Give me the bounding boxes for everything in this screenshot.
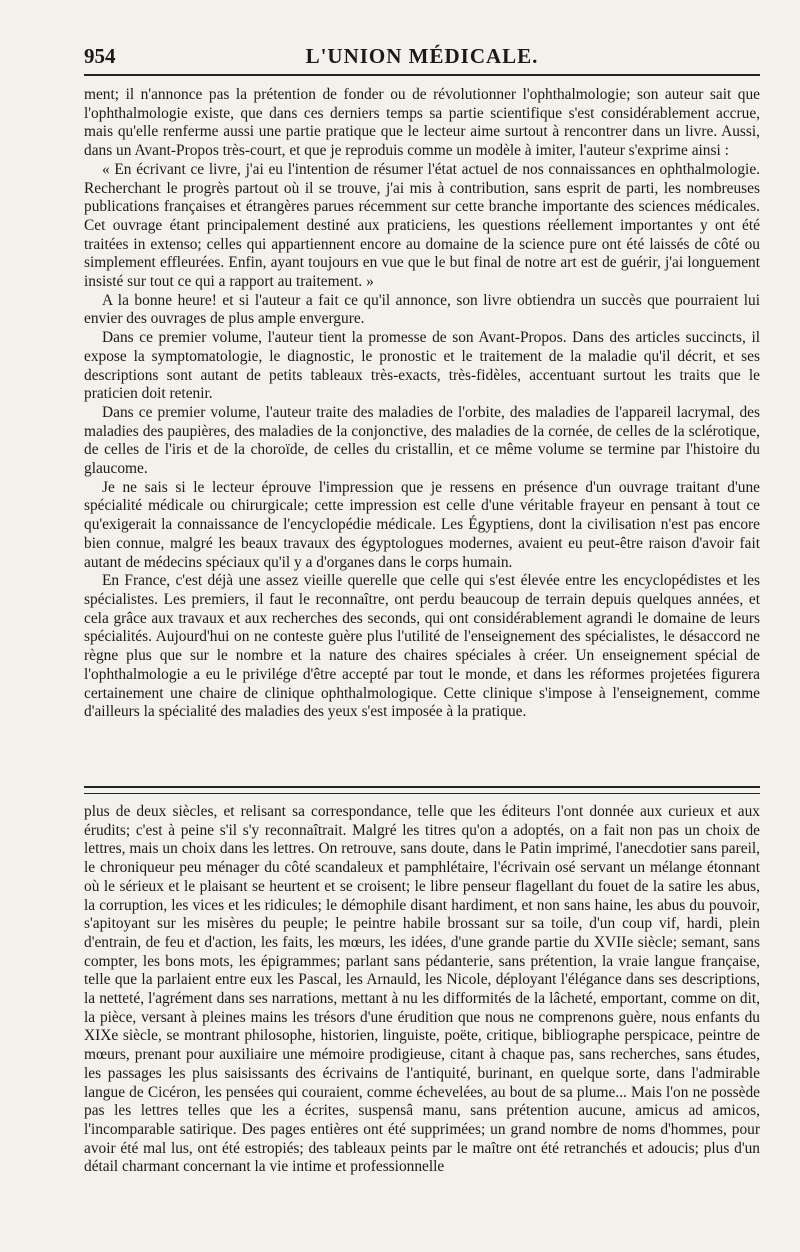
article-upper [84,86,760,722]
header-rule [84,74,760,76]
article-lower [84,803,760,1177]
section-divider [84,786,760,794]
page-number: 954 [84,44,116,68]
paragraph: Dans ce premier volume, l'auteur traite des maladies de l'orbite, des maladies de l'appareil lacrymal, des maladies des paupières, des maladies de la conjonctive, des maladies de la cornée, de celles de la sclérotique, de celles de l'iris et de la choroïde, de celles du cristallin, et ce même volume se termine par l'histoire du glaucome. [84,403,760,478]
journal-title: L'UNION MÉDICALE. [305,44,539,68]
paragraph: plus de deux siècles, et relisant sa correspondance, telle que les éditeurs l'ont donnée aux curieux et aux érudits; c'est à peine s'il s'y reconnaîtrait. Malgré les titres qu'on a adoptés, on a fait non pas un choix de lettres, mais un choix dans les lettres. On retrouve, sans doute, dans le Patin imprimé, l'anecdotier sans pareil, le chroniqueur peu ménager du côté scandaleux et pamphlétaire, l'écrivain osé servant un mélange étonnant où le sérieux et le plaisant se heurtent et se croisent; le libre penseur flagellant du fouet de la satire les abus, la corruption, les vices et les ridicules; le démophile disant hardiment, et non sans haine, les abus du pouvoir, s'apitoyant sur les misères du peuple; le peintre habile brossant sur sa toile, d'un coup vif, hardi, plein d'entrain, de feu et d'action, les faits, les mœurs, les idées, d'une grande partie du XVIIe siècle; semant, sans compter, les bons mots, les épigrammes; parlant sans pédanterie, sans prétention, la vraie langue française, telle que la parlaient entre eux les Pascal, les Arnauld, les Nicole, déployant l'élégance dans ses descriptions, la netteté, l'agrément dans ses narrations, mettant à nu les difformités de la lâcheté, emportant, comme on dit, la pièce, versant à pleines mains les trésors d'une érudition que nous ne comprenons guère, nous enfants du XIXe siècle, se montrant philosophe, historien, linguiste, poëte, critique, bibliographe perspicace, peintre de mœurs, prenant pour auxiliaire une mémoire prodigieuse, citant à chaque pas, sans recherches, sans études, les passages les plus saisissants des écrivains de l'antiquité, burinant, en quelque sorte, dans l'admirable langue de Cicéron, les pensées qui couraient, comme échevelées, au bout de sa plume... Mais l'on ne possède pas les lettres telles que les a écrites, suspensâ manu, sans prétention aucune, amicus ad amicos, l'incomparable satirique. Des pages entières ont été supprimées; un grand nombre de noms d'hommes, pour avoir été mal lus, ont été estropiés; des tableaux peints par le maître ont été retranchés et adoucis; plus d'un détail charmant concernant la vie intime et professionnelle [84,803,760,1176]
paragraph: A la bonne heure! et si l'auteur a fait ce qu'il annonce, son livre obtiendra un succès que pourraient lui envier des ouvrages de plus ample envergure. [84,291,760,328]
page-header [84,44,760,74]
quote-paragraph: « En écrivant ce livre, j'ai eu l'intention de résumer l'état actuel de nos connaissances en ophthalmologie. Recherchant le progrès partout où il se trouve, j'ai mis à contribution, sans esprit de parti, les nombreuses publications françaises et étrangères parues récemment sur cette branche importante des sciences médicales. Cet ouvrage étant principalement destiné aux praticiens, les questions réellement importantes y ont été traitées in extenso; celles qui appartiennent encore au domaine de la science pure ont été laissés de côté ou simplement effleurées. Enfin, ayant toujours en vue que le but final de notre art est de guérir, j'ai longuement insisté sur tout ce qui a rapport au traitement. » [84,160,760,291]
paragraph: En France, c'est déjà une assez vieille querelle que celle qui s'est élevée entre les encyclopédistes et les spécialistes. Les premiers, il faut le reconnaître, ont perdu beaucoup de terrain depuis quelques années, et cela grâce aux travaux et aux recherches des seconds, qui ont considérablement agrandi le domaine de leurs spécialités. Aujourd'hui on ne conteste guère plus l'utilité de l'enseignement des spécialistes, le désaccord ne règne plus que sur le nombre et la nature des chaires spéciales à créer. Un enseignement spécial de l'ophthalmologie a eu le privilége d'être accepté par tout le monde, et dans les réformes projetées figurera certainement une chaire de clinique ophthalmologique. Cette clinique s'impose à l'enseignement, comme d'ailleurs la spécialité des maladies des yeux s'est imposée à la pratique. [84,572,760,721]
paragraph: Je ne sais si le lecteur éprouve l'impression que je ressens en présence d'un ouvrage traitant d'une spécialité médicale ou chirurgicale; cette impression est celle d'une véritable frayeur en pensant à tout ce qu'exigerait la connaissance de l'encyclopédie médicale. Les Égyptiens, dont la civilisation n'est pas encore bien connue, malgré les beaux travaux des égyptologues modernes, avaient eu peut-être raison d'avoir fait autant de médecins spéciaux qu'il y a d'organes dans le corps humain. [84,478,760,571]
paragraph: ment; il n'annonce pas la prétention de fonder ou de révolutionner l'ophthalmologie; son auteur sait que l'ophthalmologie existe, que dans ces derniers temps sa partie scientifique s'est considérablement accrue, mais qu'elle renferme aussi une partie pratique que le lecteur aime surtout à rencontrer dans un livre. Aussi, dans un Avant-Propos très-court, et que je reproduis comme un modèle à imiter, l'auteur s'exprime ainsi : [84,86,760,160]
paragraph: Dans ce premier volume, l'auteur tient la promesse de son Avant-Propos. Dans des articles succincts, il expose la symptomatologie, le diagnostic, le pronostic et le traitement de la maladie qu'il décrit, et ses descriptions sont autant de petits tableaux très-exacts, très-fidèles, accentuant surtout les traits que le praticien doit retenir. [84,329,760,403]
